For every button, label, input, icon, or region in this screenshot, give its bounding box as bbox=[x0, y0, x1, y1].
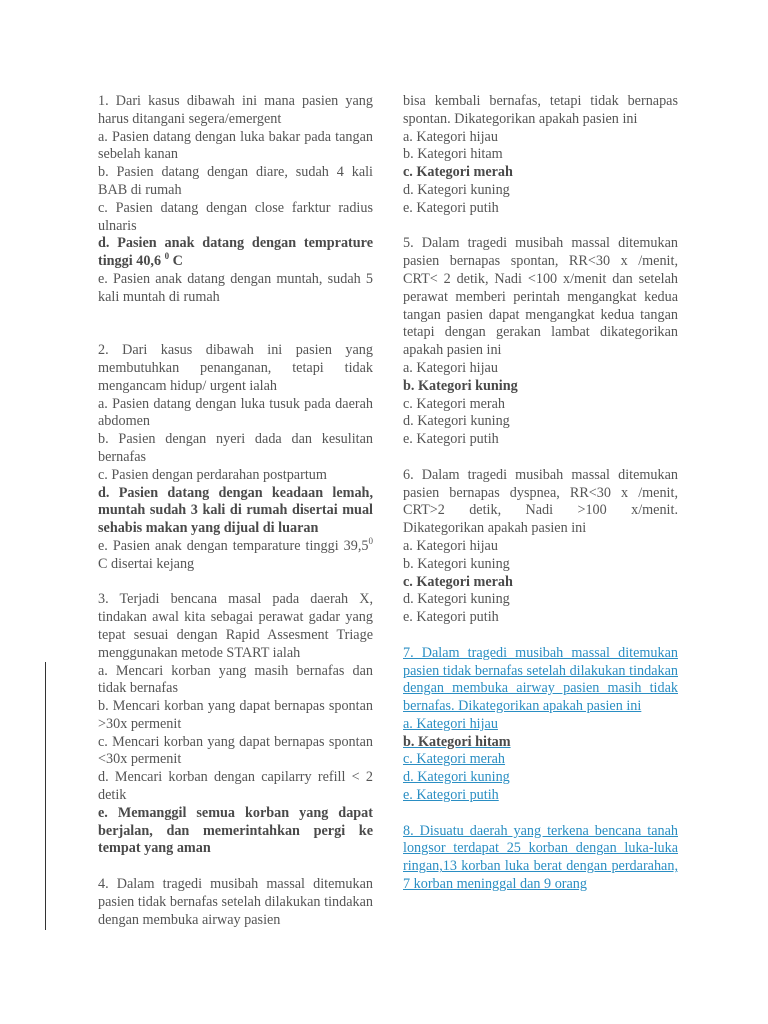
q2-option-b: b. Pasien dengan nyeri dada dan kesulitan bernafas bbox=[98, 431, 373, 465]
question-8 bbox=[403, 823, 678, 894]
q2-option-a: a. Pasien datang dengan luka tusuk pada daerah abdomen bbox=[98, 395, 373, 430]
question-1-text: 1. Dari kasus dibawah ini mana pasien yang harus ditangani segera/emergent bbox=[98, 93, 373, 127]
question-4-text-continued: bisa kembali bernafas, tetapi tidak bernapas spontan. Dikategorikan apakah pasien ini bbox=[403, 93, 678, 127]
q4-option-a: a. Kategori hijau bbox=[403, 128, 498, 145]
q2-option-e: e. Pasien anak dengan temparature tinggi 39,5$^0$ C disertai kejang bbox=[98, 535, 373, 572]
q6-option-b: b. Kategori kuning bbox=[403, 555, 510, 572]
margin-change-bar bbox=[45, 662, 46, 930]
q1-option-a: a. Pasien datang dengan luka bakar pada tangan sebelah kanan bbox=[98, 128, 373, 163]
q7-option-e: e. Kategori putih bbox=[403, 787, 499, 804]
question-5-text: 5. Dalam tragedi musibah massal ditemukan pasien bernapas spontan, RR<30 x /menit, CRT< 2 detik, Nadi <100 x/menit dan setelah perawat memberi perintah mengangkat kedua tangan pasien dapat mengangkat kedua tangan tetapi dengan gerakan lambat dikategorikan apakah pasien ini bbox=[403, 235, 678, 359]
q4-option-d: d. Kategori kuning bbox=[403, 181, 510, 198]
question-2-text: 2. Dari kasus dibawah ini pasien yang membutuhkan penanganan, tetapi tidak mengancam hidup/ urgent ialah bbox=[98, 342, 373, 394]
q6-option-d: d. Kategori kuning bbox=[403, 591, 510, 608]
question-4 bbox=[98, 876, 373, 929]
q7-option-d: d. Kategori kuning bbox=[403, 769, 510, 786]
question-4-continued bbox=[403, 93, 678, 218]
q2-option-c: c. Pasien dengan perdarahan postpartum bbox=[98, 466, 327, 483]
q5-option-d: d. Kategori kuning bbox=[403, 413, 510, 430]
question-5 bbox=[403, 235, 678, 449]
q1-option-b: b. Pasien datang dengan diare, sudah 4 kali BAB di rumah bbox=[98, 164, 373, 198]
right-column bbox=[403, 93, 678, 894]
q5-option-b-answer: b. Kategori kuning bbox=[403, 377, 518, 394]
question-3 bbox=[98, 591, 373, 858]
q1-option-d-answer: d. Pasien anak datang dengan temprature tinggi 40,6 $^0$ C bbox=[98, 235, 373, 270]
q1-option-c: c. Pasien datang dengan close farktur radius ulnaris bbox=[98, 199, 373, 234]
q6-option-e: e. Kategori putih bbox=[403, 609, 499, 626]
left-column bbox=[98, 93, 373, 929]
question-3-text: 3. Terjadi bencana masal pada daerah X, tindakan awal kita sebagai perawat gadar yang tepat sesuai dengan Rapid Assesment Triage menggunakan metode START ialah bbox=[98, 591, 373, 661]
q2-option-d-answer: d. Pasien datang dengan keadaan lemah, muntah sudah 3 kali di rumah disertai mual sehabis makan yang dijual di luaran bbox=[98, 484, 373, 537]
q3-option-d: d. Mencari korban dengan capilarry refill < 2 detik bbox=[98, 769, 373, 804]
q6-option-a: a. Kategori hijau bbox=[403, 537, 498, 554]
question-7-text: 7. Dalam tragedi musibah massal ditemukan pasien tidak bernafas setelah dilakukan tindakan dengan membuka airway pasien masih tidak bernafas. Dikategorikan apakah pasien ini bbox=[403, 644, 678, 715]
q3-option-e-answer: e. Memanggil semua korban yang dapat berjalan, dan memerintahkan pergi ke tempat yang aman bbox=[98, 804, 373, 857]
q5-option-e: e. Kategori putih bbox=[403, 431, 499, 448]
q3-option-a: a. Mencari korban yang masih bernafas dan tidak bernafas bbox=[98, 662, 373, 697]
q1-option-e: e. Pasien anak datang dengan muntah, sudah 5 kali muntah di rumah bbox=[98, 270, 373, 305]
q7-option-b-answer: b. Kategori hitam bbox=[403, 733, 511, 750]
q6-option-c-answer: c. Kategori merah bbox=[403, 573, 513, 590]
question-7 bbox=[403, 645, 678, 805]
question-4-text: 4. Dalam tragedi musibah massal ditemukan pasien tidak bernafas setelah dilakukan tindakan dengan membuka airway pasien bbox=[98, 876, 373, 928]
question-2 bbox=[98, 342, 373, 573]
q5-option-c: c. Kategori merah bbox=[403, 395, 506, 412]
question-6 bbox=[403, 467, 678, 627]
q5-option-a: a. Kategori hijau bbox=[403, 359, 498, 376]
q3-option-b: b. Mencari korban yang dapat bernapas spontan >30x permenit bbox=[98, 698, 373, 732]
q4-option-b: b. Kategori hitam bbox=[403, 146, 503, 163]
q4-option-c-answer: c. Kategori merah bbox=[403, 164, 513, 181]
q7-option-c: c. Kategori merah bbox=[403, 751, 506, 768]
q3-option-c: c. Mencari korban yang dapat bernapas spontan <30x permenit bbox=[98, 733, 373, 768]
q4-option-e: e. Kategori putih bbox=[403, 199, 499, 216]
question-6-text: 6. Dalam tragedi musibah massal ditemukan pasien bernapas dyspnea, RR<30 x /menit, CRT>2 detik, Nadi >100 x/menit. Dikategorikan apakah pasien ini bbox=[403, 466, 678, 537]
question-1 bbox=[98, 93, 373, 307]
q7-option-a: a. Kategori hijau bbox=[403, 715, 498, 732]
question-8-text: 8. Disuatu daerah yang terkena bencana tanah longsor terdapat 25 korban dengan luka-luka ringan,13 korban luka berat dengan perdarahan, 7 korban meninggal dan 9 orang bbox=[403, 822, 678, 893]
